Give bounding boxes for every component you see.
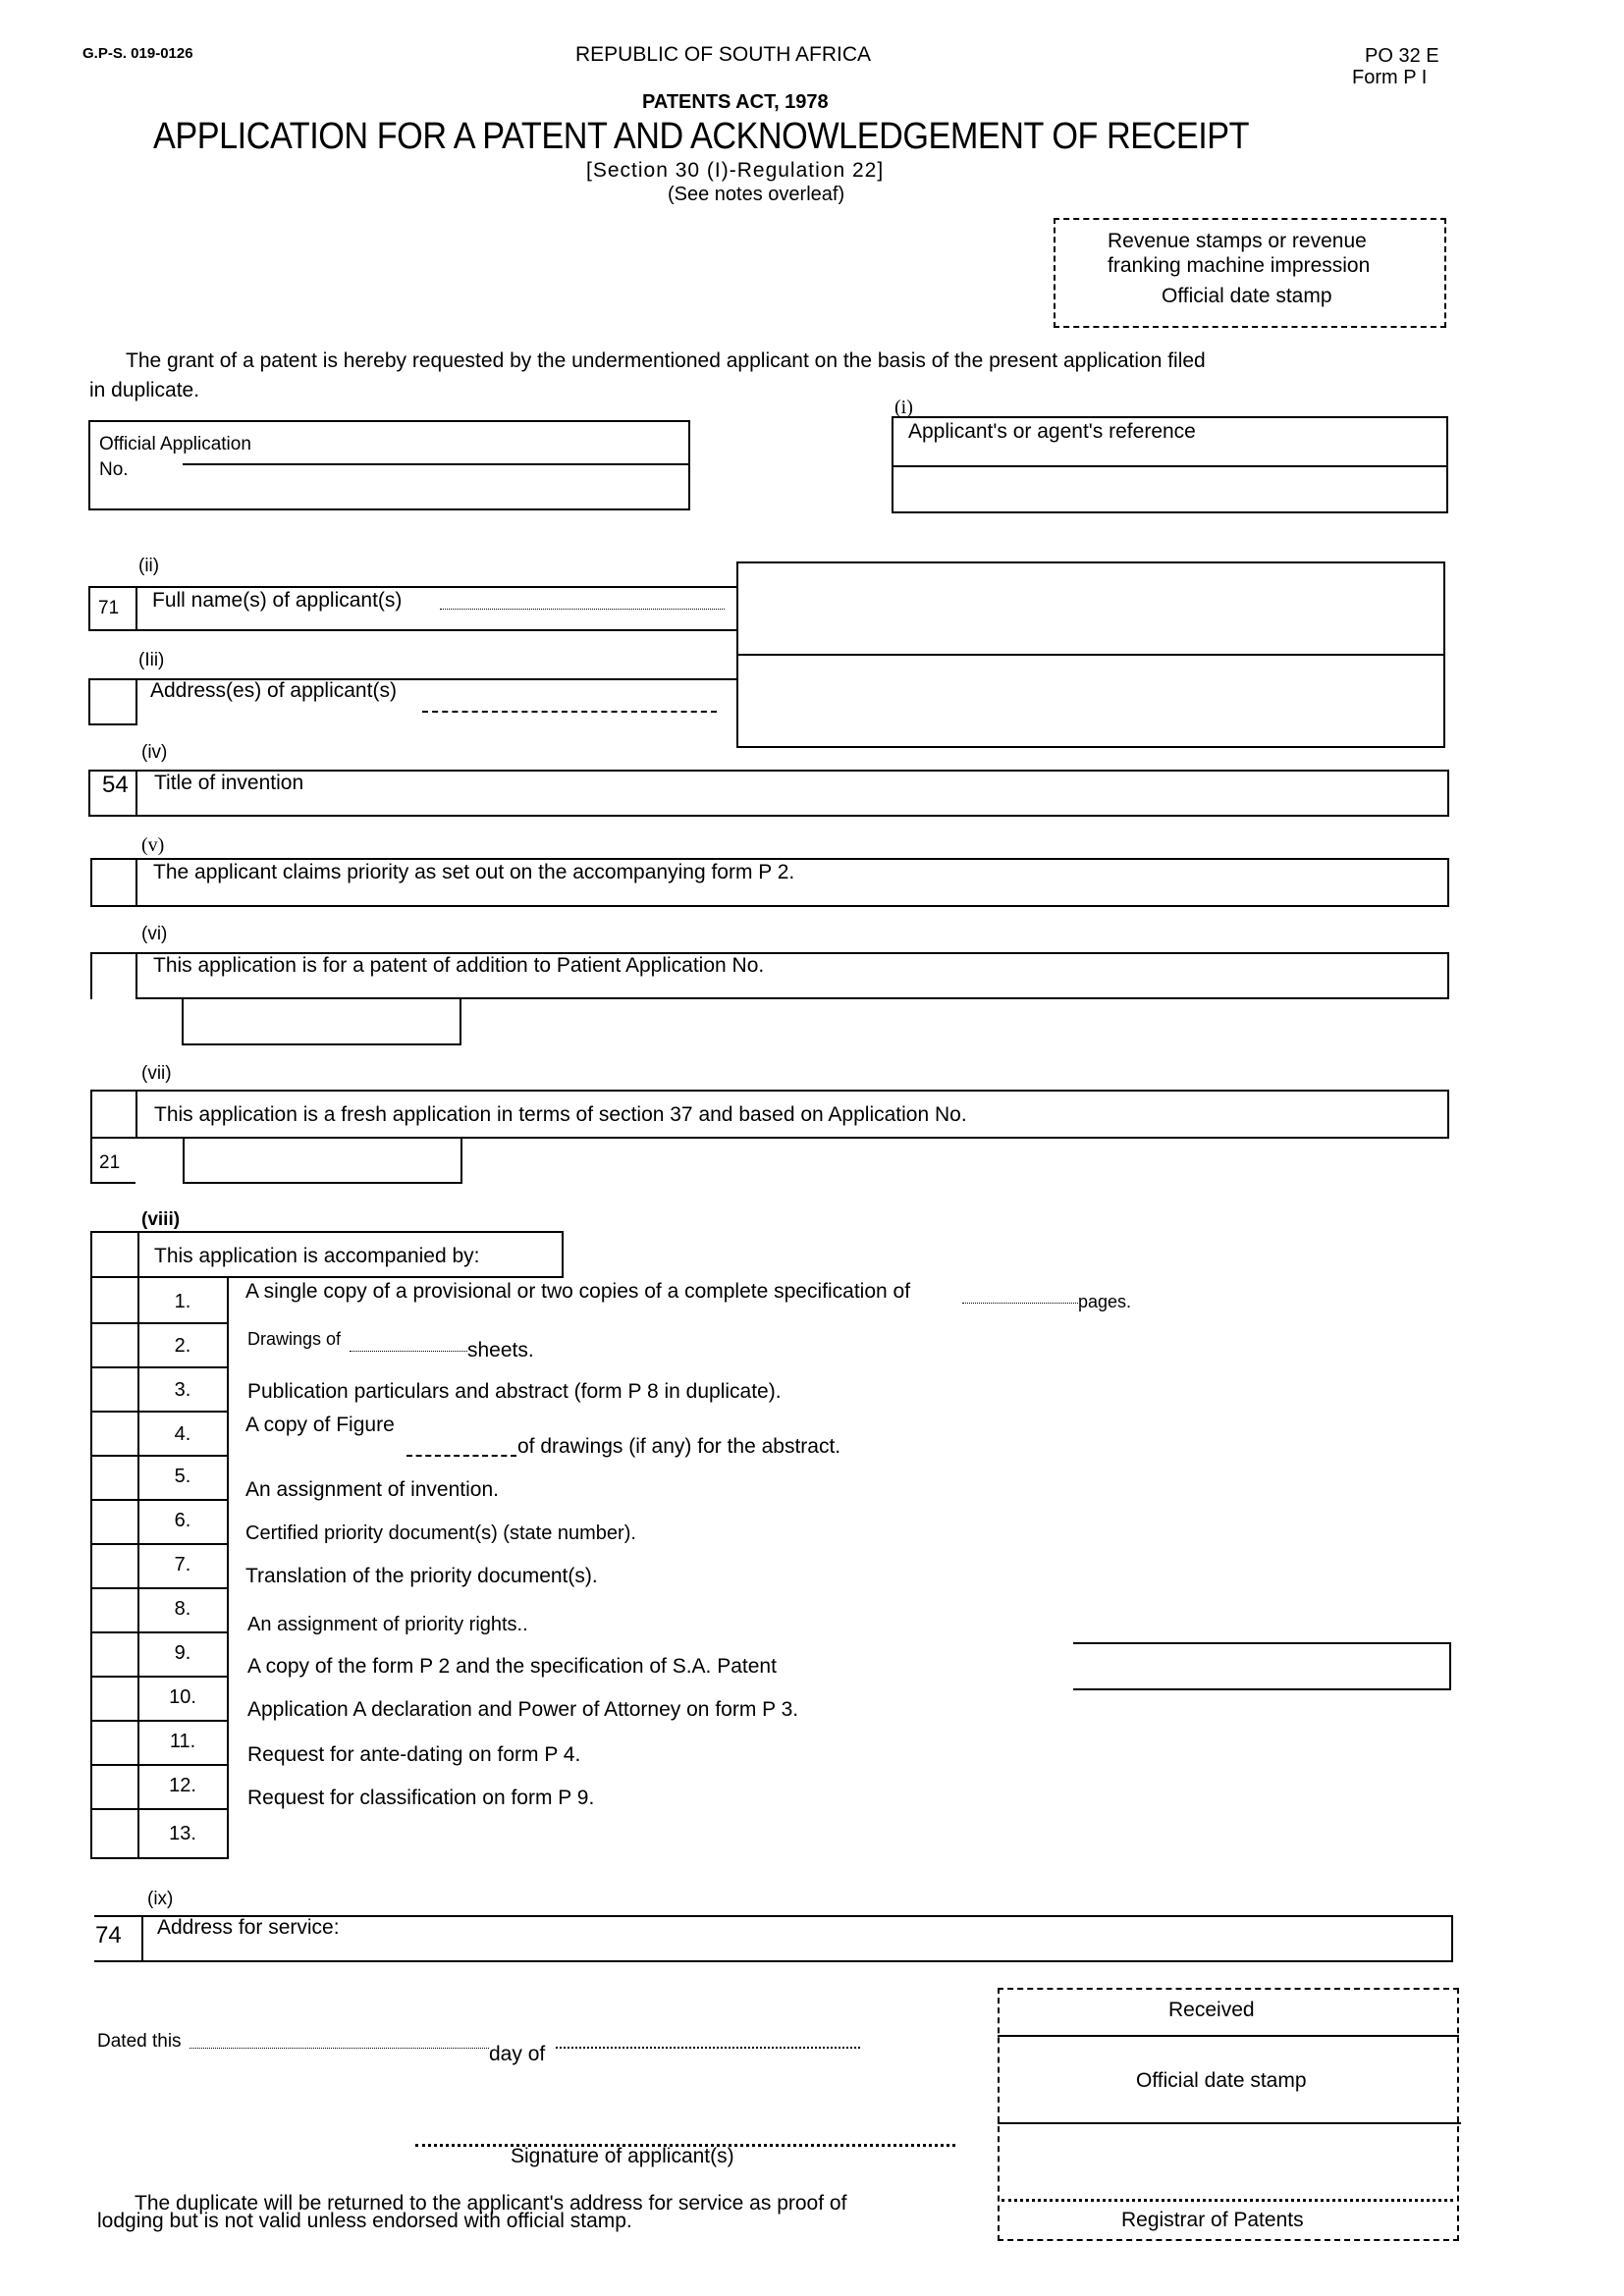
priority-label: The applicant claims priority as set out on the accompanying form P 2. [153,861,795,883]
act-heading: PATENTS ACT, 1978 [642,91,829,113]
divider [135,858,137,907]
stamp-line-3: Official date stamp [1162,285,1332,307]
item-4-checkbox[interactable] [92,1413,135,1454]
item-7-text: Translation of the priority document(s). [245,1565,598,1587]
divider [135,586,137,631]
marker-vii: (vii) [141,1063,172,1084]
gps-code: G.P-S. 019-0126 [82,45,193,62]
divider [227,1278,229,1859]
item-number: 12. [169,1775,196,1796]
divider [892,465,1448,467]
registrar-label: Registrar of Patents [1121,2209,1304,2231]
item-3-text: Publication particulars and abstract (form P 8 in duplicate). [247,1380,782,1403]
figure-dashline [406,1455,516,1457]
fresh-application-label: This application is a fresh application in terms of section 37 and based on Application No. [154,1103,967,1126]
divider [135,678,137,725]
registrar-signature-line [1001,2199,1453,2202]
item-9-checkbox[interactable] [92,1633,135,1675]
item-10-checkbox[interactable] [92,1678,135,1719]
title-label: Title of invention [154,772,304,794]
sheets-dotline [350,1351,467,1352]
divider [88,723,137,725]
item-number: 6. [174,1510,191,1531]
stamp-line-2: franking machine impression [1108,254,1371,277]
priority-checkbox[interactable] [92,860,134,905]
dated-label: Dated this [97,2031,182,2052]
code-54: 54 [102,772,129,798]
received-box [998,1988,1459,2241]
item-number: 11. [169,1731,196,1752]
divider [135,770,137,817]
marker-vi: (vi) [141,924,168,944]
country-heading: REPUBLIC OF SOUTH AFRICA [575,43,872,66]
signature-label: Signature of applicant(s) [511,2145,734,2167]
code-71: 71 [98,598,120,618]
divider [183,463,690,465]
item-number: 8. [174,1598,191,1620]
sa-patent-input[interactable] [1073,1642,1451,1690]
item-number: 2. [174,1335,191,1357]
item-3-checkbox[interactable] [92,1368,135,1410]
address-service-label: Address for service: [157,1916,340,1939]
addition-checkbox[interactable] [92,954,134,997]
marker-iv: (iv) [141,742,168,763]
item-1-suffix: pages. [1078,1292,1132,1311]
item-number: 10. [169,1686,196,1708]
item-number: 13. [169,1823,196,1844]
addition-label: This application is for a patent of addition to Patient Application No. [153,954,765,977]
item-number: 5. [174,1466,191,1487]
item-12-text: Request for classification on form P 9. [247,1787,595,1809]
item-10-text: Application A declaration and Power of Attorney on form P 3. [247,1698,799,1721]
po-number: PO 32 E [1365,45,1439,67]
item-1-checkbox[interactable] [92,1280,135,1321]
code-74: 74 [95,1922,122,1949]
received-label: Received [1168,1999,1255,2021]
divider [137,1231,139,1278]
divider [90,1857,229,1859]
item-11-checkbox[interactable] [92,1722,135,1763]
applicant-address-label: Address(es) of applicant(s) [150,679,397,702]
applicant-name-input[interactable] [740,565,1441,652]
item-2-text: Drawings of [247,1329,342,1349]
divider [90,1137,92,1184]
divider [135,1090,137,1139]
item-number: 4. [174,1423,191,1445]
notes-reference: (See notes overleaf) [668,184,845,205]
official-application-no-label: No. [99,459,129,480]
item-6-text: Certified priority document(s) (state number). [245,1522,636,1544]
marker-v: (v) [141,834,165,856]
divider [90,1182,135,1184]
applicant-address-input[interactable] [740,658,1441,744]
divider [998,2035,1459,2037]
item-8-text: An assignment of priority rights.. [247,1614,528,1635]
item-8-checkbox[interactable] [92,1589,135,1630]
item-4-text: A copy of Figure [245,1414,395,1436]
item-11-text: Request for ante-dating on form P 4. [247,1743,581,1766]
note-line-2: lodging but is not valid unless endorsed with official stamp. [97,2210,632,2232]
page-title: APPLICATION FOR A PATENT AND ACKNOWLEDGEMENT OF RECEIPT [153,116,1250,157]
item-12-checkbox[interactable] [92,1766,135,1807]
addition-application-no-input[interactable] [182,997,461,1045]
divider [736,654,1445,656]
fresh-application-checkbox[interactable] [92,1092,134,1137]
item-6-checkbox[interactable] [92,1501,135,1542]
code-21: 21 [99,1152,121,1173]
note-line-1: The duplicate will be returned to the applicant's address for service as proof of [135,2192,847,2215]
applicant-address-dashline [422,711,717,713]
item-number: 9. [174,1642,191,1664]
marker-iii: (Iii) [138,650,165,670]
intro-line-2: in duplicate. [89,379,200,401]
item-2-checkbox[interactable] [92,1324,135,1365]
item-number: 3. [174,1379,191,1401]
pages-dotline [962,1303,1078,1304]
item-number: 7. [174,1554,191,1575]
title-input[interactable] [393,774,1443,813]
marker-ii: (ii) [138,556,160,576]
form-number: Form P I [1352,67,1428,88]
received-stamp-label: Official date stamp [1136,2069,1307,2092]
item-9-text: A copy of the form P 2 and the specification of S.A. Patent [247,1655,777,1678]
item-5-checkbox[interactable] [92,1457,135,1498]
item-2-suffix: sheets. [467,1339,534,1362]
stamp-line-1: Revenue stamps or revenue [1108,230,1367,252]
item-number: 1. [174,1291,191,1312]
marker-i: (i) [894,397,913,418]
divider [141,1915,143,1962]
divider [998,2122,1461,2124]
official-application-label: Official Application [99,434,251,454]
reference-input[interactable] [895,469,1443,510]
day-of-label: day of [489,2043,546,2065]
marker-ix: (ix) [147,1889,174,1909]
item-1-text: A single copy of a provisional or two copies of a complete specification of [245,1280,911,1303]
item-13-checkbox[interactable] [92,1810,135,1855]
dated-input[interactable] [189,2048,489,2049]
marker-viii: (viii) [141,1209,181,1230]
item-4-suffix: of drawings (if any) for the abstract. [517,1435,841,1458]
divider [135,952,137,999]
applicant-name-dotline [440,609,725,610]
intro-line-1: The grant of a patent is hereby requested by the undermentioned applicant on the basis of the present application filed [126,349,1206,372]
month-input[interactable] [556,2047,860,2049]
accompanied-label: This application is accompanied by: [154,1245,480,1267]
section-reference: [Section 30 (I)-Regulation 22] [586,159,885,182]
reference-label: Applicant's or agent's reference [908,420,1196,443]
applicant-name-label: Full name(s) of applicant(s) [152,589,403,612]
address-service-input[interactable] [393,1919,1448,1958]
fresh-application-no-input[interactable] [183,1137,462,1184]
item-5-text: An assignment of invention. [245,1478,499,1501]
item-7-checkbox[interactable] [92,1545,135,1586]
